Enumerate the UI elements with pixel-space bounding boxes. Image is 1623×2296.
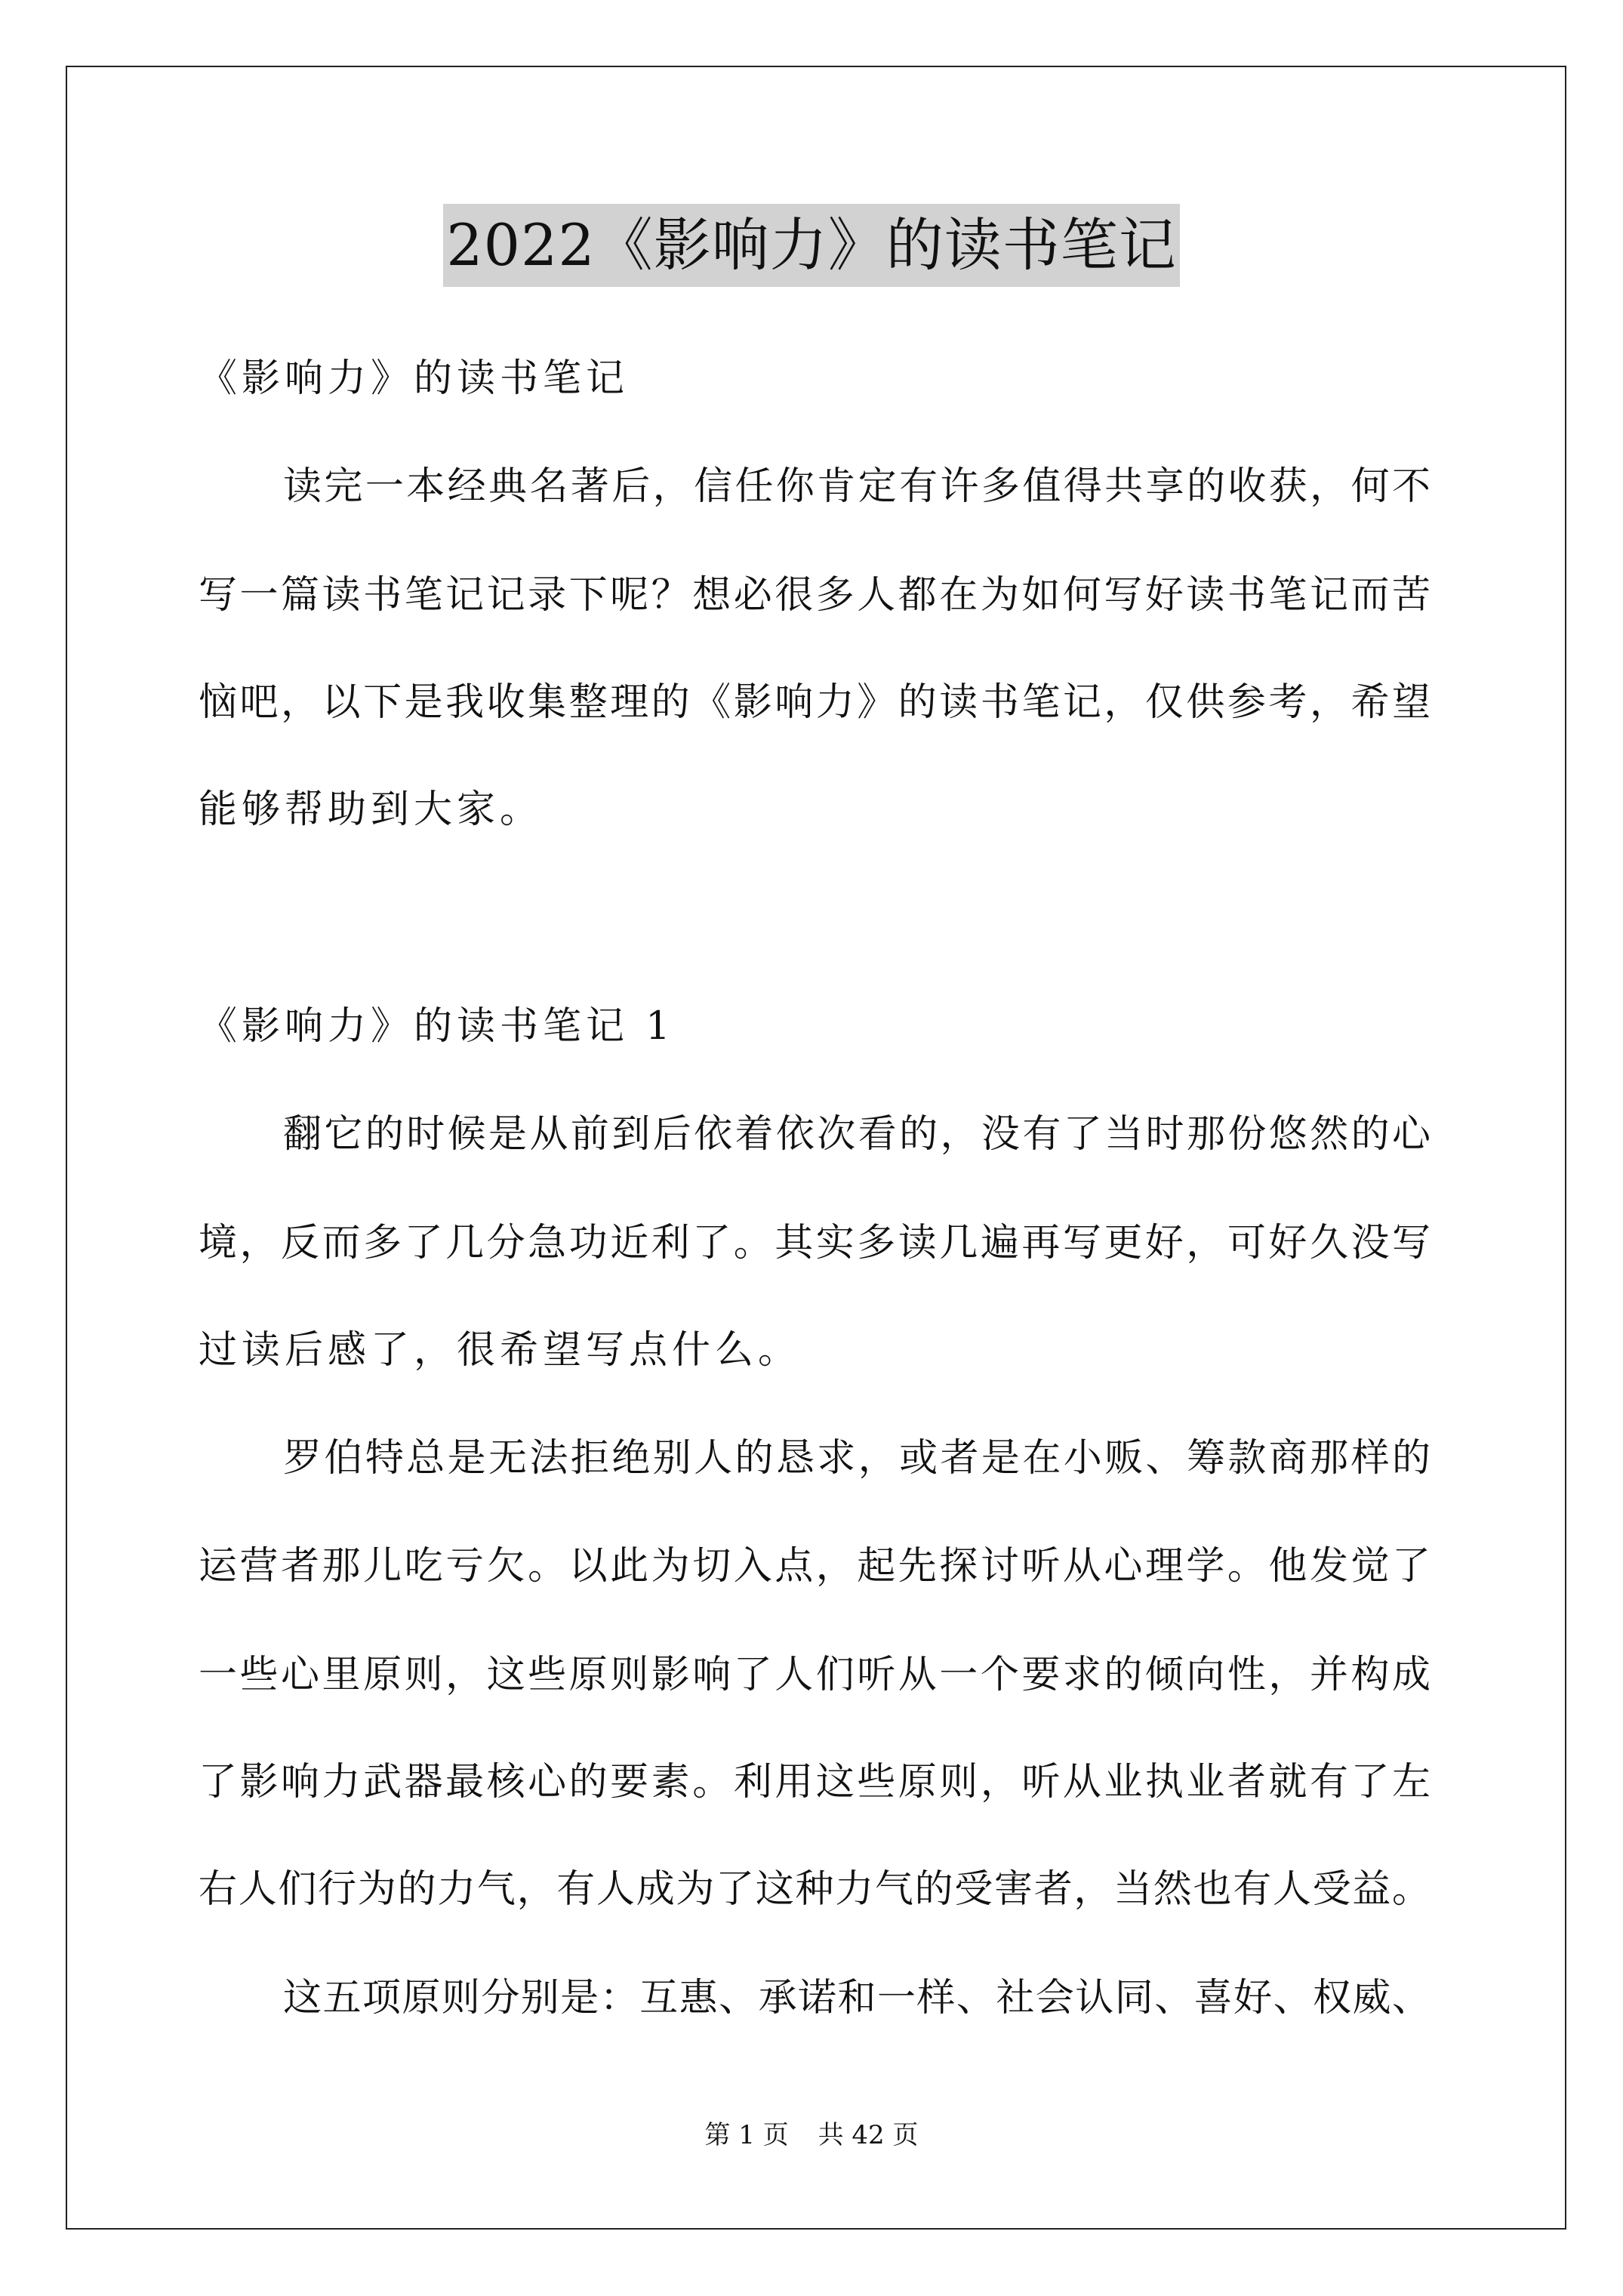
paragraph1-line-3: 过读后感了，很希望写点什么。: [199, 1328, 802, 1373]
paragraph3-line-1: 这五项原则分别是：互惠、承诺和一样、社会认同、喜好、权威、: [283, 1976, 1431, 2020]
document-title: 2022《影响力》的读书笔记: [443, 204, 1179, 287]
paragraph1-line-2: 境，反而多了几分急功近利了。其实多读几遍再写更好，可好久没写: [199, 1221, 1431, 1265]
page-number: 第 1 页: [704, 2120, 789, 2150]
paragraph2-line-3: 一些心里原则，这些原则影响了人们听从一个要求的倾向性，并构成: [199, 1653, 1431, 1697]
document-subtitle: 《影响力》的读书笔记: [199, 356, 630, 401]
intro-line-2: 写一篇读书笔记记录下呢？想必很多人都在为如何写好读书笔记而苦: [199, 573, 1431, 618]
paragraph2-line-2: 运营者那儿吃亏欠。以此为切入点，起先探讨听从心理学。他发觉了: [199, 1544, 1431, 1589]
section-heading: 《影响力》的读书笔记 1: [199, 1004, 675, 1049]
paragraph2-line-5: 右人们行为的力气，有人成为了这种力气的受害者，当然也有人受益。: [199, 1867, 1431, 1912]
title-block: [0, 204, 1623, 287]
page-total: 共 42 页: [818, 2120, 919, 2150]
paragraph2-line-4: 了影响力武器最核心的要素。利用这些原则，听从业执业者就有了左: [199, 1760, 1431, 1804]
intro-line-4: 能够帮助到大家。: [199, 787, 544, 832]
intro-line-3: 恼吧，以下是我收集整理的《影响力》的读书笔记，仅供参考，希望: [199, 680, 1431, 725]
page-footer: [0, 2119, 1623, 2152]
paragraph1-line-1: 翻它的时候是从前到后依着依次看的，没有了当时那份悠然的心: [283, 1112, 1431, 1157]
intro-line-1: 读完一本经典名著后，信任你肯定有许多值得共享的收获，何不: [283, 464, 1431, 509]
paragraph2-line-1: 罗伯特总是无法拒绝别人的恳求，或者是在小贩、筹款商那样的: [283, 1436, 1431, 1481]
